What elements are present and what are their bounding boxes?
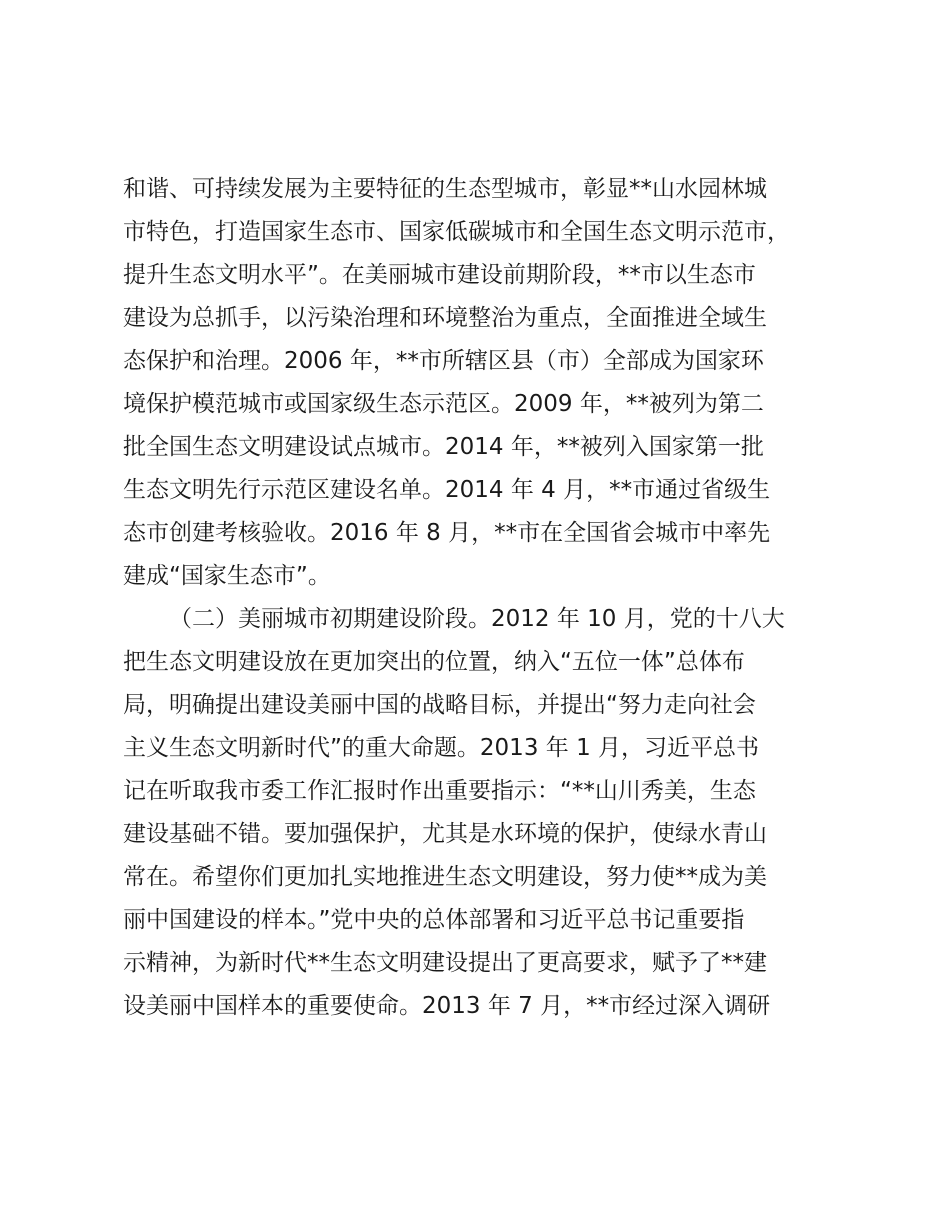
text-line: 建设基础不错。要加强保护，尤其是水环境的保护，使绿水青山 [123, 821, 767, 847]
text-line: 示精神，为新时代**生态文明建设提出了更高要求，赋予了**建 [123, 950, 767, 976]
body-text [123, 168, 843, 1028]
text-line: 局，明确提出建设美丽中国的战略目标，并提出“努力走向社会 [123, 692, 756, 718]
text-line: 丽中国建设的样本。”党中央的总体部署和习近平总书记重要指 [123, 907, 745, 933]
text-line: 和谐、可持续发展为主要特征的生态型城市，彰显**山水园林城 [123, 176, 767, 202]
text-line: 批全国生态文明建设试点城市。2014 年，**被列入国家第一批 [123, 434, 764, 460]
text-line: 提升生态文明水平”。在美丽城市建设前期阶段，**市以生态市 [123, 262, 756, 288]
text-line: 把生态文明建设放在更加突出的位置，纳入“五位一体”总体布 [123, 649, 745, 675]
text-line: 建设为总抓手，以污染治理和环境整治为重点，全面推进全域生 [123, 305, 767, 331]
text-line: 记在听取我市委工作汇报时作出重要指示：“**山川秀美，生态 [123, 778, 756, 804]
text-line: 建成“国家生态市”。 [123, 563, 331, 589]
paragraph-start-line: （二）美丽城市初期建设阶段。2012 年 10 月，党的十八大 [169, 606, 785, 632]
text-line: 设美丽中国样本的重要使命。2013 年 7 月，**市经过深入调研 [123, 993, 771, 1019]
text-line: 常在。希望你们更加扎实地推进生态文明建设，努力使**成为美 [123, 864, 767, 890]
text-line: 生态文明先行示范区建设名单。2014 年 4 月，**市通过省级生 [123, 477, 771, 503]
text-line: 境保护模范城市或国家级生态示范区。2009 年，**被列为第二 [123, 391, 764, 417]
text-line: 态市创建考核验收。2016 年 8 月，**市在全国省会城市中率先 [123, 520, 771, 546]
text-line: 态保护和治理。2006 年，**市所辖区县（市）全部成为国家环 [123, 348, 764, 374]
text-line: 主义生态文明新时代”的重大命题。2013 年 1 月，习近平总书 [123, 735, 760, 761]
text-line: 市特色，打造国家生态市、国家低碳城市和全国生态文明示范市， [123, 219, 790, 245]
